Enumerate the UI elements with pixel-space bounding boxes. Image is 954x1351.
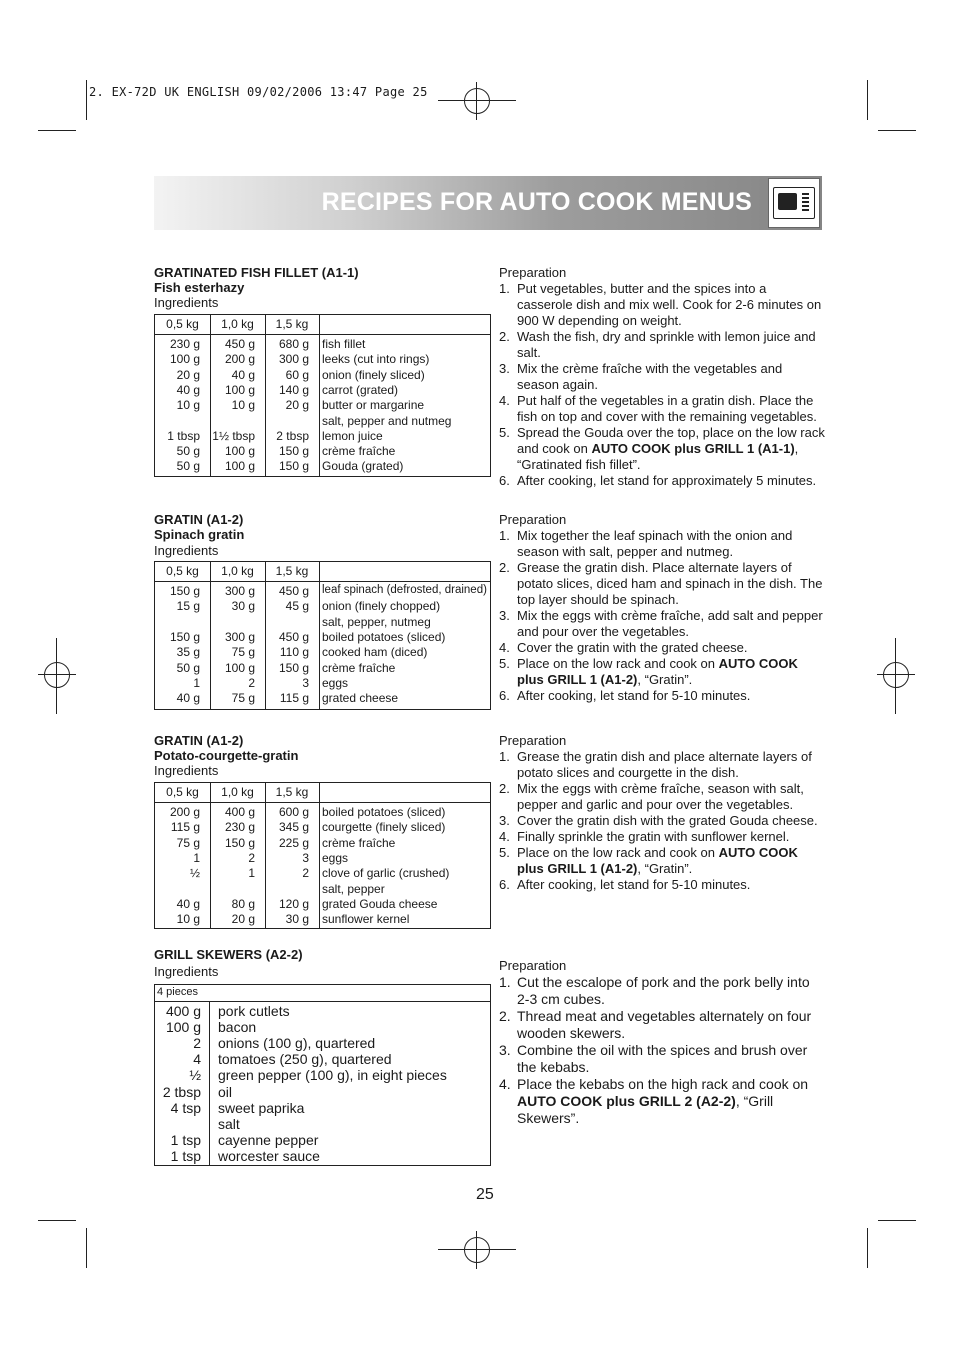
step-number: 1. [499,974,511,990]
ingredients-table [154,314,491,477]
quantity-cell: 400 g [165,1003,201,1019]
ingredients-table [154,984,491,1166]
step-text: , “Grill Skewers”. [517,1093,774,1126]
quantity-cell: 150 g [169,584,200,598]
quantity-cell: 50 g [176,444,200,459]
step-text: , “Gratinated fish fillet”. [517,441,799,472]
quantity-cell: 10 g [176,912,200,927]
step-number: 6. [499,688,510,703]
step-text: Finally sprinkle the gratin with sunflower kernel. [517,829,790,844]
quantity-cell: 200 g [224,352,255,367]
preparation-step [499,560,825,608]
quantity-cell: 100 g [169,352,200,367]
ingredients-label: Ingredients [154,295,219,310]
preparation-step [499,473,825,489]
preparation-step [499,749,825,781]
step-number: 1. [499,749,510,764]
quantity-cell: 40 g [176,691,200,706]
column-header: 1,0 kg [221,785,254,799]
preparation-step [499,425,825,473]
quantity-cell: 2 tbsp [162,1083,201,1100]
preparation-step [499,1042,825,1076]
quantity-cell: 40 g [176,896,200,911]
ingredient-cell: salt [218,1115,240,1132]
ingredient-cell: crème fraîche [322,660,396,675]
quantity-cell: 230 g [224,820,255,835]
quantity-cell: 200 g [169,805,200,819]
ingredient-cell: tomatoes (250 g), quartered [218,1051,392,1068]
column-header: 1,5 kg [275,564,309,578]
step-text: After cooking, let stand for approximately 5 minutes. [517,473,817,488]
ingredient-cell: onion (finely sliced) [322,367,425,382]
ingredient-cell: butter or margarine [322,398,425,413]
crop-mark [86,80,87,120]
column-divider [319,315,320,476]
ingredient-cell: cooked ham (diced) [322,645,428,660]
recipe-title: GRILL SKEWERS (A2-2) [154,947,303,962]
ingredient-cell: leaf spinach (defrosted, drained) [322,584,487,596]
column-divider [319,562,320,709]
ingredient-cell: oil [218,1083,233,1100]
step-text: Spread the Gouda over the top, place on the low rack and cook on [517,425,825,456]
quantity-cell: 40 g [231,367,255,382]
quantity-cell: 75 g [176,835,200,850]
step-text: Place on the low rack and cook on [517,656,719,671]
step-number: 4. [499,393,510,408]
preparation-steps [499,974,825,1127]
page-title: RECIPES FOR AUTO COOK MENUS [321,188,752,216]
preparation-step [499,813,825,829]
ingredient-cell: onion (finely chopped) [322,599,441,614]
quantity-cell: 1 [248,866,255,881]
recipe-subtitle: Spinach gratin [154,527,245,542]
preparation-step [499,829,825,845]
quantity-cell: 1 [193,675,200,690]
step-number: 4. [499,1076,511,1092]
quantity-cell: 75 g [231,691,255,706]
crop-mark [867,1228,868,1268]
preparation-step [499,361,825,393]
ingredient-cell: Gouda (grated) [322,459,404,474]
column-header: 1,5 kg [275,317,309,331]
quantity-cell: 150 g [278,444,309,459]
quantity-cell: 75 g [231,645,255,660]
ingredient-cell: lemon juice [322,428,383,443]
quantity-cell: 115 g [170,820,200,835]
quantity-cell: 20 g [231,912,255,927]
preparation-step [499,1076,825,1127]
step-text: Place the kebabs on the high rack and cook on [517,1076,809,1092]
column-header: 0,5 kg [166,317,199,331]
recipe-title: GRATIN (A1-2) [154,733,244,748]
crop-mark [867,80,868,120]
quantity-cell: 400 g [224,805,255,819]
preparation-step [499,845,825,877]
ingredient-cell: crème fraîche [322,444,396,459]
step-number: 4. [499,640,510,655]
preparation-steps [499,528,825,704]
ingredient-cell: leeks (cut into rings) [322,352,430,367]
quantity-cell: 2 tbsp [276,428,309,443]
preparation-step [499,656,825,688]
ingredient-cell: eggs [322,675,349,690]
step-number: 1. [499,528,510,543]
step-text: Cut the escalope of pork and the pork belly into 2-3 cm cubes. [517,974,810,1007]
preparation-step [499,528,825,560]
step-text: Place on the low rack and cook on [517,845,719,860]
quantity-cell: 450 g [224,337,255,351]
step-text: Combine the oil with the spices and brush over the kebabs. [517,1042,808,1075]
quantity-cell: 2 [248,675,255,690]
ingredient-cell: grated cheese [322,691,399,706]
registration-mark-icon [877,656,915,694]
title-banner [154,176,822,230]
quantity-cell: 50 g [176,660,200,675]
quantity-cell: 345 g [278,820,309,835]
step-number: 3. [499,608,510,623]
preparation-label: Preparation [499,733,567,748]
preparation-steps [499,749,825,893]
preparation-step [499,393,825,425]
quantity-cell: 300 g [224,629,255,644]
recipe-title: GRATIN (A1-2) [154,512,244,527]
quantity-cell: 300 g [224,584,255,598]
step-number: 5. [499,656,510,671]
ingredient-cell: salt, pepper and nutmeg [322,413,452,428]
preparation-label: Preparation [499,265,567,280]
ingredients-label: Ingredients [154,763,219,778]
quantity-cell: 45 g [285,599,309,614]
quantity-cell: 4 tsp [170,1099,201,1116]
quantity-cell: 100 g [224,444,255,459]
quantity-cell: 1 tbsp [167,428,200,443]
quantity-cell: 10 g [231,398,255,413]
preparation-step [499,608,825,640]
quantity-cell: 150 g [278,459,309,474]
step-number: 5. [499,425,510,440]
preparation-step [499,281,825,329]
quantity-cell: 450 g [278,584,309,598]
ingredient-cell: grated Gouda cheese [322,896,438,911]
step-number: 6. [499,877,510,892]
step-text: Mix the crème fraîche with the vegetables and season again. [517,361,783,392]
ingredient-cell: courgette (finely sliced) [322,820,446,835]
quantity-cell: 150 g [169,629,200,644]
preparation-step [499,329,825,361]
column-header: 0,5 kg [166,564,199,578]
quantity-cell: 1 [193,850,200,865]
quantity-cell: 60 g [285,367,309,382]
ingredient-cell: sunflower kernel [322,912,410,927]
crop-mark [38,130,76,131]
step-number: 3. [499,361,510,376]
quantity-cell: 2 [302,866,309,881]
ingredient-cell: onions (100 g), quartered [218,1035,376,1052]
ingredient-cell: bacon [218,1019,257,1036]
step-number: 3. [499,1042,511,1058]
quantity-cell: 1 tsp [170,1131,201,1148]
quantity-cell: 4 [193,1051,201,1068]
quantity-cell: 100 g [224,459,255,474]
step-text: Cover the gratin dish with the grated Gouda cheese. [517,813,818,828]
quantity-cell: 100 g [224,382,255,397]
column-header: 1,0 kg [221,564,254,578]
quantity-cell: ½ [189,866,200,881]
crop-mark [86,1228,87,1268]
quantity-cell: 225 g [278,835,309,850]
quantity-cell: 80 g [231,896,255,911]
step-text: Wash the fish, dry and sprinkle with lemon juice and salt. [517,329,816,360]
step-number: 3. [499,813,510,828]
crop-mark [878,1220,916,1221]
column-header: 1,0 kg [221,317,254,331]
ingredient-cell: fish fillet [322,337,366,351]
quantity-cell: 20 g [285,398,309,413]
quantity-cell: 10 g [176,398,200,413]
step-number: 4. [499,829,510,844]
program-name: AUTO COOK plus GRILL 1 (A1-1) [591,441,795,456]
table-header [155,985,490,1002]
page-number: 25 [476,1186,494,1203]
ingredients-table [154,561,491,710]
preparation-step [499,688,825,704]
step-text: , “Gratin”. [637,672,693,687]
crop-mark [878,130,916,131]
ingredients-label: Ingredients [154,964,219,979]
column-header: 4 pieces [157,986,198,998]
recipe-subtitle: Fish esterhazy [154,280,245,295]
quantity-cell: 30 g [285,912,309,927]
ingredient-cell: green pepper (100 g), in eight pieces [218,1067,447,1084]
quantity-cell: 120 g [278,896,309,911]
ingredient-cell: sweet paprika [218,1099,305,1116]
recipe-subtitle: Potato-courgette-gratin [154,748,299,763]
ingredient-cell: clove of garlic (crushed) [322,866,450,881]
recipe-title: GRATINATED FISH FILLET (A1-1) [154,265,359,280]
quantity-cell: 110 g [279,645,309,660]
crop-mark [38,1220,76,1221]
registration-mark-icon [458,82,496,120]
program-name: AUTO COOK plus GRILL 1 (A1-2) [517,845,798,876]
ingredient-cell: carrot (grated) [322,382,399,397]
quantity-cell: 2 [248,850,255,865]
step-text: Grease the gratin dish and place alternate layers of potato slices and courgette in the dish. [517,749,812,780]
quantity-cell: 680 g [278,337,309,351]
column-header: 1,5 kg [275,785,309,799]
preparation-steps [499,281,825,489]
step-text: Mix the eggs with crème fraîche, season with salt, pepper and garlic and pour over the vegetables. [517,781,804,812]
column-divider [209,1001,210,1165]
step-text: Thread meat and vegetables alternately on four wooden skewers. [517,1008,812,1041]
quantity-cell: 3 [302,675,309,690]
step-text: Put vegetables, butter and the spices into a casserole dish and mix well. Cook for 2-6 minutes on 900 W depending on weight. [517,281,822,328]
ingredients-label: Ingredients [154,543,219,558]
step-text: Mix together the leaf spinach with the onion and season with salt, pepper and nutmeg. [517,528,793,559]
quantity-cell: ½ [189,1067,201,1084]
quantity-cell: 50 g [176,459,200,474]
quantity-cell: 150 g [224,835,255,850]
quantity-cell: 2 [193,1035,201,1052]
ingredient-cell: worcester sauce [218,1147,320,1164]
step-text: Grease the gratin dish. Place alternate layers of potato slices, diced ham and spinach in the dish. The top layer should be spinach. [517,560,823,607]
preparation-label: Preparation [499,958,567,973]
preparation-step [499,781,825,813]
registration-mark-icon [38,656,76,694]
program-name: AUTO COOK plus GRILL 1 (A1-2) [517,656,798,687]
quantity-cell: 100 g [165,1019,201,1036]
quantity-cell: 140 g [278,382,309,397]
ingredient-cell: boiled potatoes (sliced) [322,629,446,644]
ingredient-cell: crème fraîche [322,835,396,850]
ingredient-cell: cayenne pepper [218,1131,319,1148]
preparation-label: Preparation [499,512,567,527]
ingredient-cell: eggs [322,850,349,865]
step-number: 5. [499,845,510,860]
quantity-cell: 100 g [224,660,255,675]
quantity-cell: 450 g [278,629,309,644]
column-header: 0,5 kg [166,785,199,799]
step-number: 2. [499,1008,511,1024]
step-number: 1. [499,281,510,296]
quantity-cell: 1½ tbsp [212,428,255,443]
microwave-icon [768,178,820,228]
step-text: , “Gratin”. [637,861,693,876]
step-text: Mix the eggs with crème fraîche, add salt and pepper and pour over the vegetables. [517,608,823,639]
ingredient-cell: salt, pepper, nutmeg [322,614,431,629]
ingredients-table [154,782,491,929]
quantity-cell: 20 g [176,367,200,382]
step-text: Cover the gratin with the grated cheese. [517,640,748,655]
program-name: AUTO COOK plus GRILL 2 (A2-2) [517,1093,736,1109]
quantity-cell: 3 [302,850,309,865]
quantity-cell: 35 g [176,645,200,660]
quantity-cell: 15 g [176,599,200,614]
step-number: 2. [499,329,510,344]
print-header: 2. EX-72D UK ENGLISH 09/02/2006 13:47 Page 25 [89,85,428,99]
registration-mark-icon [458,1231,496,1269]
preparation-step [499,640,825,656]
quantity-cell: 300 g [278,352,309,367]
step-text: After cooking, let stand for 5-10 minutes. [517,688,751,703]
step-text: Put half of the vegetables in a gratin dish. Place the fish on top and cover with the remaining vegetables. [517,393,817,424]
ingredient-cell: pork cutlets [218,1003,290,1019]
quantity-cell: 115 g [279,691,309,706]
quantity-cell: 30 g [231,599,255,614]
step-number: 2. [499,560,510,575]
ingredient-cell: salt, pepper [322,881,385,896]
step-number: 2. [499,781,510,796]
column-divider [319,783,320,928]
preparation-step [499,974,825,1008]
step-number: 6. [499,473,510,488]
quantity-cell: 150 g [278,660,309,675]
step-text: After cooking, let stand for 5-10 minutes. [517,877,751,892]
preparation-step [499,1008,825,1042]
quantity-cell: 40 g [176,382,200,397]
preparation-step [499,877,825,893]
quantity-cell: 600 g [278,805,309,819]
quantity-cell: 230 g [169,337,200,351]
quantity-cell: 1 tsp [170,1147,201,1164]
ingredient-cell: boiled potatoes (sliced) [322,805,446,819]
